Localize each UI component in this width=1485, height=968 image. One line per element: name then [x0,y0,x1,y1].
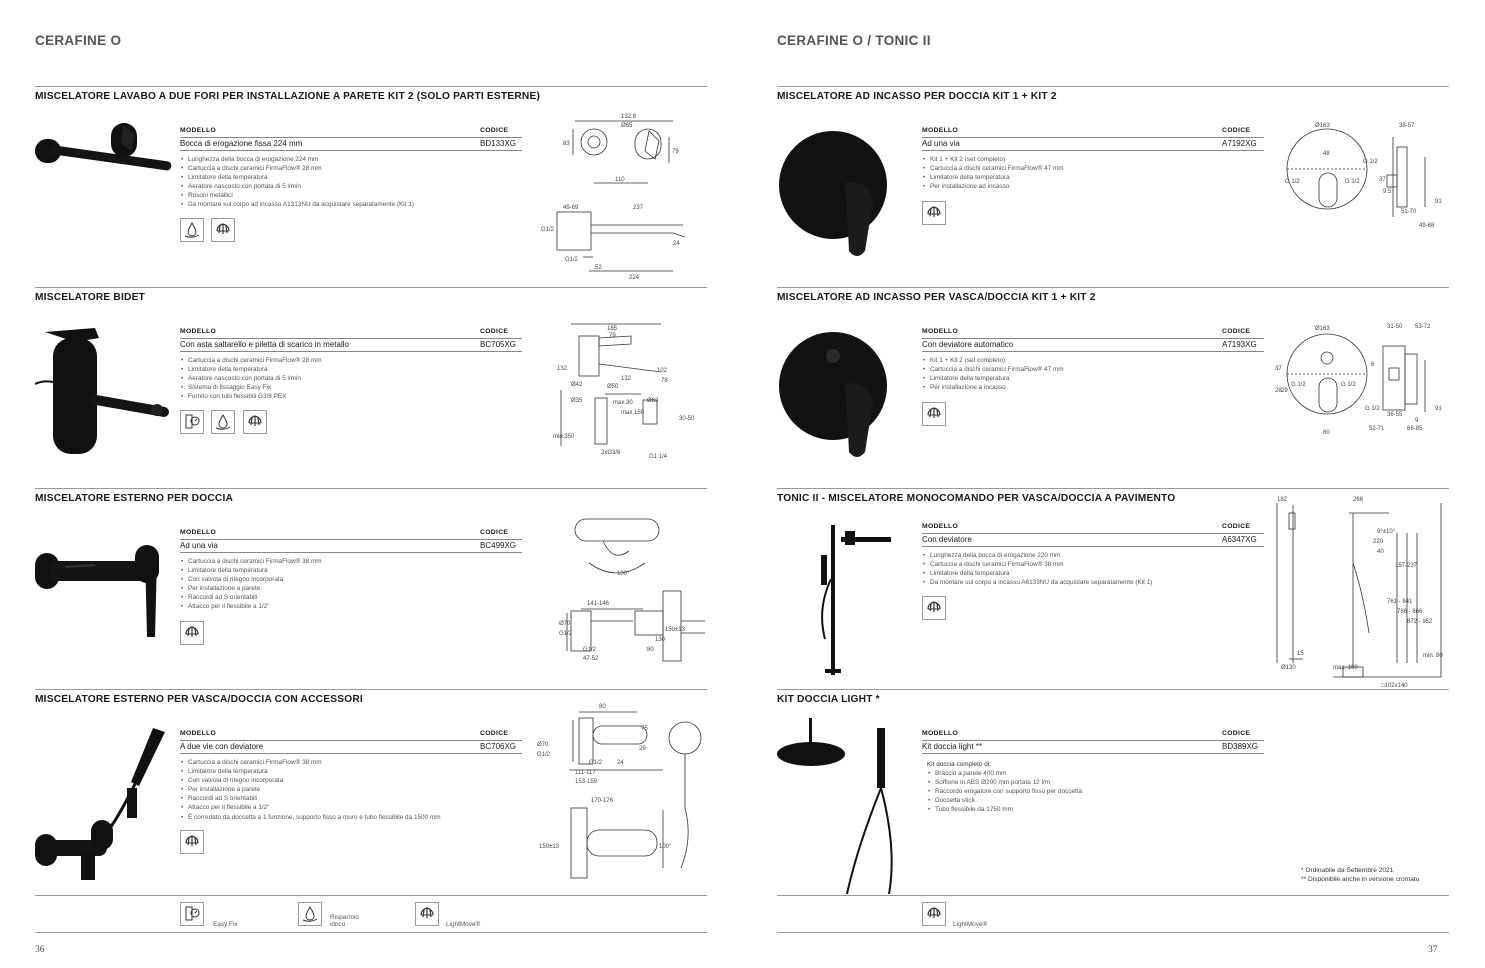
dimension-label: 132 [621,376,632,382]
model-name: A due vie con deviatore [180,742,264,751]
footnote: ** Disponibile anche in versione cromato [1301,876,1420,883]
dimension-label: 52-71 [1369,426,1385,432]
dimension-label: 2xG3/8 [601,450,621,456]
lightmove-icon [243,410,267,434]
section-title: MISCELATORE LAVABO A DUE FORI PER INSTALLAZIONE A PARETE KIT 2 (SOLO PARTI ESTERNE) [35,91,541,102]
water-saving-icon [180,218,204,242]
dimension-label: 37 [1275,366,1282,372]
col-code-label: CODICE [480,730,509,737]
dimension-label: 150±13 [539,844,559,850]
product-code: A7193XG [1222,340,1257,349]
dimension-label: 141-146 [587,601,610,607]
feature-item: • Rosoni metallici [180,191,414,200]
product-photo [35,117,175,192]
dimension-label: min. 80 [1423,653,1443,659]
easy-fix-icon [180,410,204,434]
dimension-label: 761 - 841 [1387,599,1413,605]
feature-item: • Per installazione a incasso [922,383,1064,392]
dimension-label: 224 [629,275,640,281]
dimension-label: 9°±10° [1377,529,1396,535]
model-name: Kit doccia light ** [922,742,983,751]
feature-item: • Tubo flessibile da 1750 mm [927,805,1082,814]
product-section [35,689,707,890]
product-photo [35,517,175,652]
dimension-label: 102 [657,368,668,374]
section-title: KIT DOCCIA LIGHT * [777,694,880,705]
dimension-label: 110 [615,177,625,183]
feature-item: • Da montare sul corpo a incasso A6133NU da acquistare separatamente (Kit 1) [922,578,1152,587]
dimension-label: 52 [595,265,602,271]
feature-item: • Raccordo erogatore con supporto fisso per doccetta [927,787,1082,796]
product-photo [777,322,917,467]
footnotes [1301,866,1419,884]
lightmove-icon [922,902,946,926]
col-model-label: MODELLO [180,529,217,536]
dimension-label: G1/2 [583,647,597,653]
dimension-label: 79 [609,333,616,339]
feature-item: • Cartuccia a dischi ceramici FirmaFlow® 28 mm [180,356,322,365]
product-photo [777,708,917,903]
feature-item: • Limitatore della temperatura [180,173,414,182]
divider [35,932,707,933]
dimension-label: 79 [672,149,679,155]
product-code: BC499XG [480,541,517,550]
brand-title: CERAFINE O / TONIC II [777,33,931,48]
feature-item: • Limitatore della temperatura [180,767,441,776]
dimension-label: 83 [563,141,570,147]
dimension-label: 872 - 952 [1407,619,1433,625]
dimension-label: 47-52 [583,656,599,662]
dimension-label: 237 [633,205,644,211]
feature-item: • Soffione in ABS Ø200 mm portata 12 l/m [927,778,1082,787]
legend-label: Risparmio idrico [330,914,359,928]
dimension-label: 150±13 [665,627,685,633]
product-photo [777,519,917,684]
dimension-label: 78 [661,378,668,384]
dimension-label: 182 [1277,497,1288,503]
technical-drawing [533,698,707,883]
dimension-label: 38-57 [1399,123,1415,129]
dimension-label: 49-69 [563,205,579,211]
dimension-label: Ø63 [647,398,659,404]
dimension-label: Ø35 [571,398,583,404]
dimension-label: 30-50 [679,416,695,422]
technical-drawing [533,107,707,282]
model-name: Con deviatore [922,535,972,544]
feature-item: • Da montare sul corpo ad incasso A1313NU da acquistare separatamente (Kit 1) [180,200,414,209]
product-code: A6347XG [1222,535,1257,544]
col-model-label: MODELLO [922,127,959,134]
feature-item: • Lunghezza della bocca di erogazione 220 mm [922,551,1152,560]
lightmove-icon [180,830,204,854]
dimension-label: Ø65 [621,123,633,129]
dimension-label: 786 - 866 [1397,609,1423,615]
feature-item: • Attacco per il flessibile a 1/2" [180,602,322,611]
product-photo [777,121,917,266]
legend-label: LightMove® [953,921,988,928]
dimension-label: 60 [1323,430,1330,436]
section-title: TONIC II - MISCELATORE MONOCOMANDO PER VASCA/DOCCIA A PAVIMENTO [777,493,1176,504]
dimension-label: G 1/2 [1365,406,1380,412]
dimension-label: 220 [1373,539,1384,545]
dimension-label: 6 [1371,362,1375,368]
feature-item: • Sistema di fissaggio Easy Fix [180,383,322,392]
product-code: BC706XG [480,742,517,751]
feature-list [180,557,322,612]
dimension-label: 91 [1435,199,1442,205]
col-model-label: MODELLO [180,730,217,737]
dimension-label: 132 [557,366,568,372]
dimension-label: G1/2 [589,760,603,766]
brand-title: CERAFINE O [35,33,122,48]
feature-item: • Aeratore nascosto con portata di 5 l/min [180,182,414,191]
feature-list [922,155,1064,191]
dimension-label: 153-159 [575,779,598,785]
lightmove-icon [180,621,204,645]
legend-label: Easy Fix [213,921,238,928]
dimension-label: 37 [1379,177,1386,183]
dimension-label: G1/2 [565,257,579,263]
feature-item: • Limitatore della temperatura [922,173,1064,182]
section-title: MISCELATORE AD INCASSO PER DOCCIA KIT 1 + KIT 2 [777,91,1057,102]
col-model-label: MODELLO [922,523,959,530]
feature-list [922,356,1064,392]
feature-item: • Braccio a parete 400 mm [927,769,1082,778]
page-left [0,0,742,968]
model-name: Ad una via [180,541,218,550]
dimension-label: 75 [641,726,648,732]
lightmove-icon [922,596,946,620]
easy-fix-icon [180,902,204,926]
dimension-label: 170-176 [591,798,614,804]
dimension-label: 29 [639,746,646,752]
dimension-label: Ø163 [1315,326,1330,332]
lightmove-icon [211,218,235,242]
dimension-label: Ø70 [537,742,549,748]
dimension-label: 80 [647,647,654,653]
dimension-label: 185 [607,326,618,332]
feature-item: • Cartuccia a dischi ceramici FirmaFlow® 38 mm [180,758,441,767]
product-section [777,86,1449,287]
model-name: Con asta saltarello e piletta di scarico in metallo [180,340,349,349]
dimension-label: 40 [1377,549,1384,555]
feature-list [180,758,441,822]
kit-heading: Kit doccia completo di: [927,761,991,768]
dimension-label: 49-68 [1419,223,1435,229]
feature-item: • Cartuccia a dischi ceramici FirmaFlow® 28 mm [180,164,414,173]
dimension-label: 130 [655,637,666,643]
dimension-label: G1 1/4 [649,454,668,460]
feature-item: • Cartuccia a dischi ceramici FirmaFlow® 38 mm [180,557,322,566]
dimension-label: 268 [1353,497,1364,503]
dimension-label: G 1/2 [1285,179,1300,185]
product-section [777,488,1449,689]
dimension-label: 9 [1415,418,1419,424]
feature-item: • Limitatore della temperatura [922,569,1152,578]
col-model-label: MODELLO [922,730,959,737]
dimension-label: 100° [617,571,630,577]
feature-item: • Cartuccia a dischi ceramici FirmaFlow® 47 mm [922,164,1064,173]
section-title: MISCELATORE AD INCASSO PER VASCA/DOCCIA KIT 1 + KIT 2 [777,292,1096,303]
product-code: A7192XG [1222,139,1257,148]
col-code-label: CODICE [1222,730,1251,737]
icon-legend [777,895,1449,928]
dimension-label: 24 [673,241,680,247]
dimension-label: 111-117 [575,770,596,776]
feature-item: • Limitatore della temperatura [922,374,1064,383]
dimension-label: 36-55 [1387,412,1403,418]
lightmove-icon [922,402,946,426]
page-right [742,0,1485,968]
feature-item: • Lunghezza della bocca di erogazione 224 mm [180,155,414,164]
dimension-label: max.30 [613,400,633,406]
lightmove-icon [415,902,439,926]
legend-label: LightMove® [446,921,481,928]
dimension-label: 28 [1275,388,1282,394]
page-number: 37 [1428,945,1438,955]
feature-item: • Per installazione ad incasso [922,182,1064,191]
product-section [35,488,707,689]
footnote: * Ordinabile da Settembre 2021 [1301,867,1394,874]
dimension-label: G 1/2 [1363,159,1378,165]
dimension-label: 80 [599,704,606,710]
model-name: Bocca di erogazione fissa 224 mm [180,139,303,148]
dimension-label: 31-50 [1387,324,1403,330]
dimension-label: G 1/2 [1341,382,1356,388]
section-title: MISCELATORE ESTERNO PER DOCCIA [35,493,234,504]
dimension-label: Ø70 [559,621,571,627]
lightmove-icon [922,201,946,225]
feature-item: • Cartuccia a dischi ceramici FirmaFlow® 47 mm [922,365,1064,374]
dimension-label: 24 [617,760,624,766]
dimension-label: G1/2 [559,631,573,637]
col-code-label: CODICE [1222,523,1251,530]
technical-drawing [1273,493,1449,689]
dimension-label: 66-85 [1407,426,1423,432]
technical-drawing [1275,320,1449,440]
feature-list [180,356,322,401]
feature-item: • Cartuccia a dischi ceramici FirmaFlow® 38 mm [922,560,1152,569]
feature-item: • Kit 1 + Kit 2 (set completo) [922,356,1064,365]
dimension-label: 48 [1323,151,1330,157]
dimension-label: 100° [659,844,672,850]
product-photo [35,324,175,464]
col-code-label: CODICE [1222,127,1251,134]
kit-contents [927,760,1082,815]
col-model-label: MODELLO [922,328,959,335]
feature-list [180,155,414,210]
product-section [777,689,1449,890]
feature-item: • Doccetta stick [927,796,1082,805]
icon-legend [35,895,707,928]
water-saving-icon [298,902,322,926]
product-section [777,287,1449,488]
divider [777,932,1449,933]
technical-drawing [523,513,707,663]
dimension-label: 132,8 [621,114,637,120]
product-section [35,86,707,287]
dimension-label: 9.5 [1383,189,1392,195]
dimension-label: max. 160 [1333,665,1358,671]
dimension-label: 29 [1281,388,1288,394]
technical-drawing [1275,117,1449,237]
water-saving-icon [211,410,235,434]
dimension-label: Ø130 [1281,665,1296,671]
dimension-label: 51-70 [1401,209,1417,215]
dimension-label: G 1/2 [1345,179,1360,185]
feature-item: • Aeratore nascosto con portata di 5 l/min [180,374,322,383]
dimension-label: 53-72 [1415,324,1431,330]
col-code-label: CODICE [480,529,509,536]
dimension-label: 91 [1435,406,1442,412]
feature-item: • Kit 1 + Kit 2 (set completo) [922,155,1064,164]
feature-list [922,551,1152,587]
feature-item: • Con valvola di ritegno incorporata [180,575,322,584]
dimension-label: G1/2 [541,227,555,233]
technical-drawing [551,320,707,460]
dimension-label: G1/2 [537,752,551,758]
feature-item: • Fornito con tubi flessibili G3/8 PEX [180,392,322,401]
feature-item: • Con valvola di ritegno incorporata [180,776,441,785]
product-photo [35,724,175,889]
product-code: BC705XG [480,340,517,349]
dimension-label: max.150 [621,410,645,416]
model-name: Con deviatore automatico [922,340,1014,349]
product-code: BD133XG [480,139,517,148]
dimension-label: Ø42 [571,382,583,388]
feature-item: • Per installazione a parete [180,584,322,593]
col-model-label: MODELLO [180,127,217,134]
section-title: MISCELATORE BIDET [35,292,145,303]
feature-item: • È corredato da doccetta a 1 funzione, supporto fisso a muro e tubo flessibile da 1500 mm [180,813,441,822]
page-number: 36 [35,945,45,955]
dimension-label: min.350 [553,434,575,440]
dimension-label: 157-237 [1395,563,1418,569]
dimension-label: □102x140 [1381,683,1408,689]
dimension-label: Ø163 [1315,123,1330,129]
col-code-label: CODICE [480,328,509,335]
feature-item: • Limitatore della temperatura [180,566,322,575]
col-code-label: CODICE [1222,328,1251,335]
product-code: BD389XG [1222,742,1259,751]
feature-item: • Attacco per il flessibile a 1/2" [180,803,441,812]
dimension-label: 15 [1297,651,1304,657]
feature-item: • Raccordi ad S orientabili [180,794,441,803]
dimension-label: G 1/2 [1291,382,1306,388]
col-model-label: MODELLO [180,328,217,335]
section-title: MISCELATORE ESTERNO PER VASCA/DOCCIA CON ACCESSORI [35,694,363,705]
feature-item: • Raccordi ad S orientabili [180,593,322,602]
dimension-label: Ø50 [607,384,619,390]
model-name: Ad una via [922,139,960,148]
product-section [35,287,707,488]
feature-item: • Limitatore della temperatura [180,365,322,374]
feature-item: • Per installazione a parete [180,785,441,794]
col-code-label: CODICE [480,127,509,134]
